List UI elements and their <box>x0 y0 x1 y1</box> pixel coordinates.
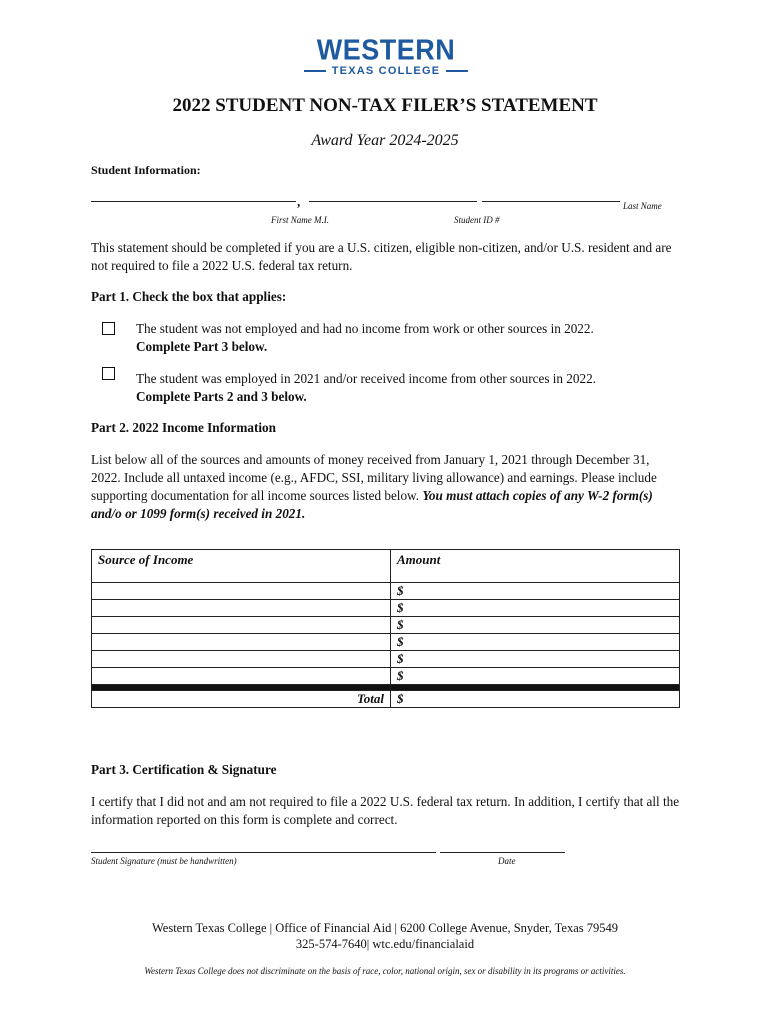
source-cell[interactable] <box>92 583 391 600</box>
amount-cell[interactable]: $ <box>391 617 680 634</box>
award-year: Award Year 2024-2025 <box>311 132 459 149</box>
part2-heading: Part 2. 2022 Income Information <box>91 420 276 435</box>
table-row <box>92 600 680 617</box>
college-logo <box>300 36 472 77</box>
option-no-income-text: The student was not employed and had no income from work or other sources in 2022. <box>136 321 594 336</box>
option-had-income-text: The student was employed in 2021 and/or received income from other sources in 2022. <box>136 371 596 386</box>
certification-text: I certify that I did not and am not required to file a 2022 U.S. federal tax return. In addition, I certify that all the information reported on this form is complete and correct. <box>91 794 680 827</box>
name-comma: , <box>297 194 301 209</box>
total-row <box>92 691 680 708</box>
table-row <box>92 668 680 685</box>
amount-cell[interactable]: $ <box>391 634 680 651</box>
amount-cell[interactable]: $ <box>391 668 680 685</box>
logo-rule-right <box>446 70 468 72</box>
intro-paragraph: This statement should be completed if you are a U.S. citizen, eligible non-citizen, and/or U.S. resident and are not required to file a 2022 U.S. federal tax return. <box>91 240 672 273</box>
logo-rule-left <box>304 70 326 72</box>
date-line[interactable] <box>440 852 565 853</box>
footer-contact: 325-574-7640| wtc.edu/financialaid <box>295 937 475 951</box>
nondiscrimination-notice: Western Texas College does not discriminate on the basis of race, color, national origin, sex or disability in its programs or activities. <box>144 966 626 976</box>
first-name-label: First Name M.I. <box>271 215 329 225</box>
part2-paragraph <box>91 451 681 523</box>
option-had-income <box>136 370 656 406</box>
amount-cell[interactable]: $ <box>391 651 680 668</box>
signature-line[interactable] <box>91 852 436 853</box>
option-no-income-instruction: Complete Part 3 below. <box>136 339 268 354</box>
income-table-header <box>92 550 680 583</box>
option-no-income <box>136 320 656 356</box>
part2-emphasis: You must attach copies of any W-2 form(s) and/o or 1099 form(s) received in 2021. <box>91 488 653 521</box>
footer-address: Western Texas College | Office of Financial Aid | 6200 College Avenue, Snyder, Texas 79549 <box>151 921 618 935</box>
source-cell[interactable] <box>92 668 391 685</box>
logo-subtitle: TEXAS COLLEGE <box>331 65 441 77</box>
checkbox-had-income[interactable] <box>102 367 115 380</box>
form-title: 2022 STUDENT NON-TAX FILER’S STATEMENT <box>172 95 598 116</box>
part1-heading: Part 1. Check the box that applies: <box>91 289 287 304</box>
table-row <box>92 651 680 668</box>
total-amount-cell[interactable]: $ <box>391 691 680 708</box>
source-cell[interactable] <box>92 651 391 668</box>
date-label: Date <box>498 856 516 866</box>
part3-heading: Part 3. Certification & Signature <box>91 762 277 777</box>
signature-label: Student Signature (must be handwritten) <box>91 856 237 866</box>
col-source-header: Source of Income <box>92 550 391 583</box>
checkbox-no-income[interactable] <box>102 322 115 335</box>
amount-cell[interactable]: $ <box>391 600 680 617</box>
col-amount-header: Amount <box>391 550 680 583</box>
last-name-line[interactable] <box>482 201 620 202</box>
part2-text: List below all of the sources and amounts of money received from January 1, 2021 through December 31, 2022. Include all untaxed income (e.g., AFDC, SSI, military living allowance) and earnings. Please include supporting documentation for all income sources listed below. <box>91 452 657 503</box>
source-cell[interactable] <box>92 600 391 617</box>
student-id-label: Student ID # <box>454 215 500 225</box>
source-cell[interactable] <box>92 634 391 651</box>
table-row <box>92 583 680 600</box>
table-row <box>92 634 680 651</box>
student-info-heading: Student Information: <box>91 163 201 177</box>
amount-cell[interactable]: $ <box>391 583 680 600</box>
last-name-label: Last Name <box>623 201 662 211</box>
income-table <box>91 549 680 708</box>
logo-wordmark: WESTERN <box>316 34 456 66</box>
table-row <box>92 617 680 634</box>
first-name-line[interactable] <box>91 201 296 202</box>
source-cell[interactable] <box>92 617 391 634</box>
total-label: Total <box>92 691 391 708</box>
option-had-income-instruction: Complete Parts 2 and 3 below. <box>136 389 307 404</box>
student-id-line[interactable] <box>309 201 477 202</box>
